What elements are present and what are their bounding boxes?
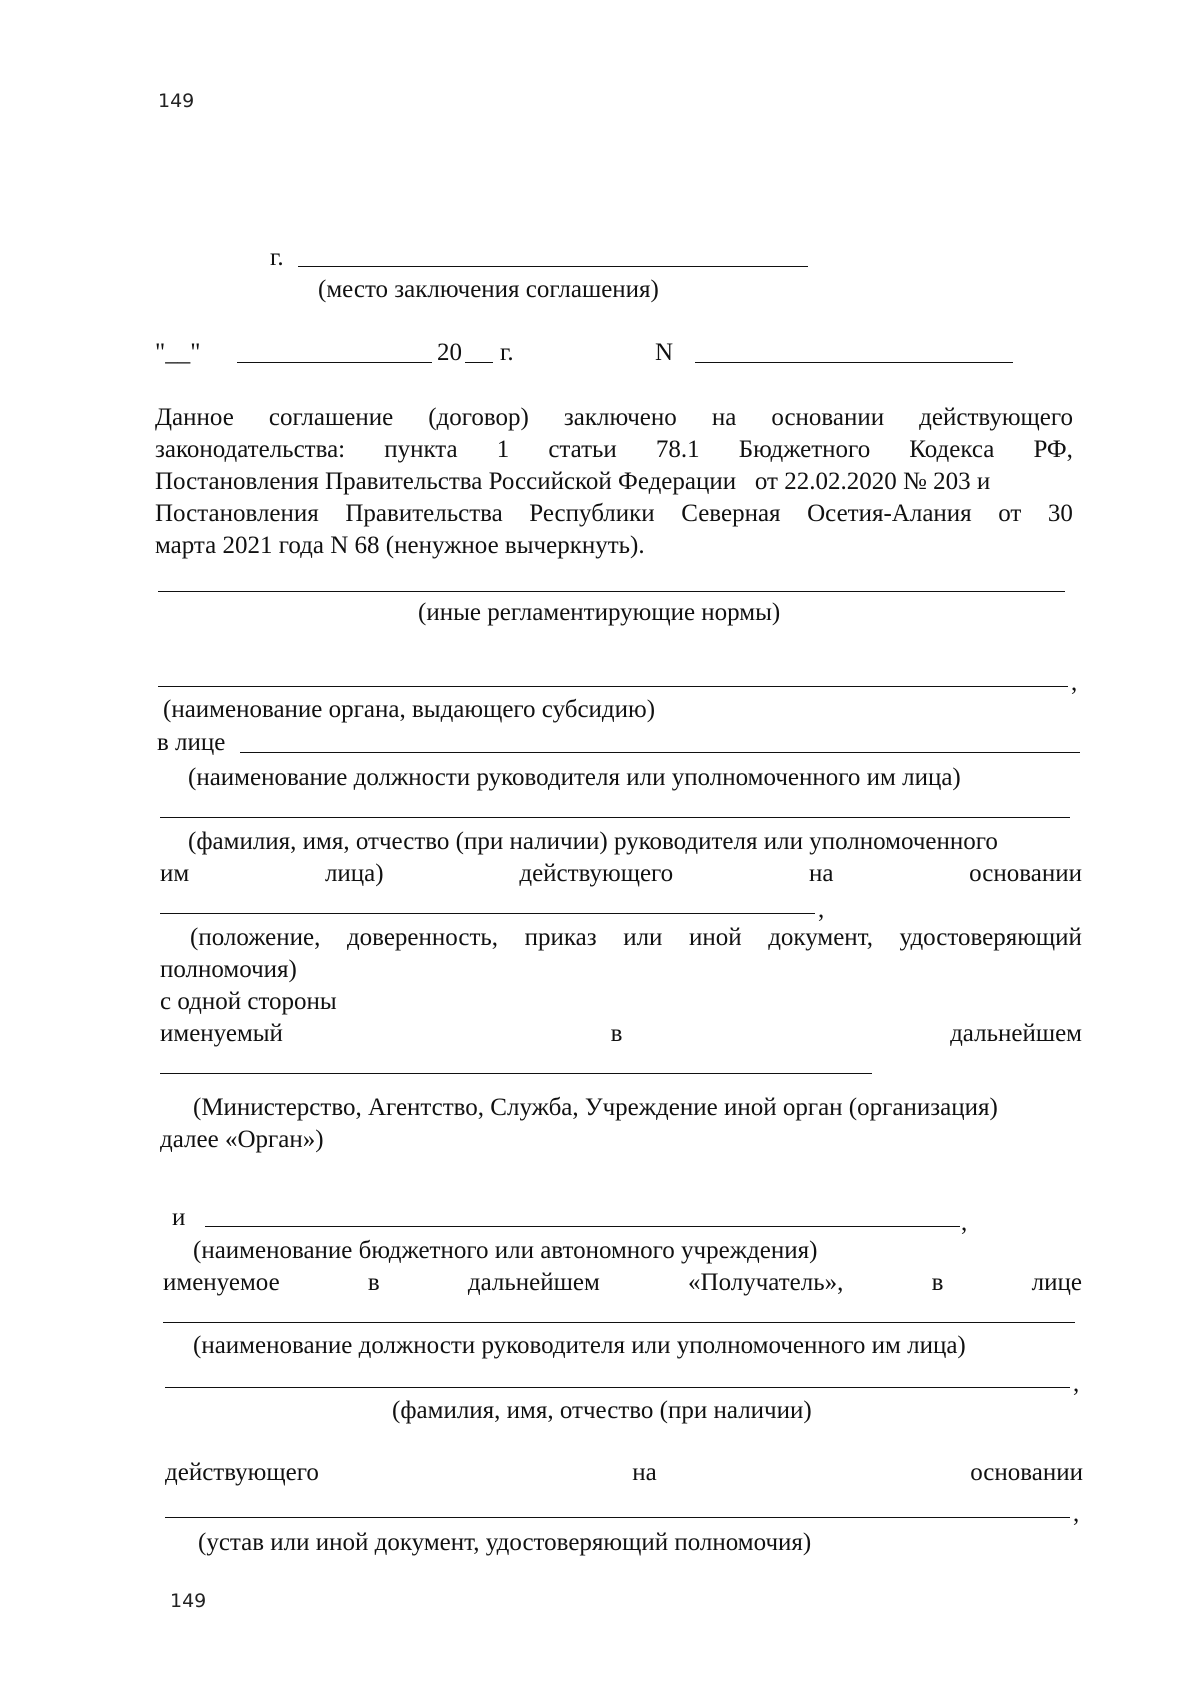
basis-line-5: марта 2021 года N 68 (ненужное вычеркнуть). [155, 532, 645, 559]
organ-name-comma: , [1071, 669, 1078, 696]
place-prefix: г. [270, 244, 284, 271]
organ-position-caption: (наименование должности руководителя или уполномоченного им лица) [188, 764, 961, 791]
recipient-fio-caption: (фамилия, имя, отчество (при наличии) [392, 1397, 812, 1424]
and-label: и [172, 1204, 186, 1231]
basis-line-1: Данное соглашение (договор) заключено на основании действующего [155, 404, 1073, 431]
ministry-caption-1: (Министерство, Агентство, Служба, Учреждение иной орган (организация) [193, 1094, 998, 1121]
date-month-line [237, 362, 432, 363]
organ-basis-document-line [160, 913, 815, 914]
basis-line-4: Постановления Правительства Республики Северная Осетия-Алания от 30 [155, 500, 1073, 527]
recipient-name-comma: , [961, 1209, 968, 1236]
recipient-position-line [163, 1322, 1075, 1323]
recipient-position-caption: (наименование должности руководителя или уполномоченного им лица) [193, 1332, 966, 1359]
organ-doc-caption-2: полномочия) [160, 956, 297, 983]
organ-fio-caption-1: (фамилия, имя, отчество (при наличии) руководителя или уполномоченного [188, 828, 998, 855]
organ-fio-caption-2: им лица) действующего на основании [160, 860, 1082, 887]
recipient-fio-comma: , [1073, 1370, 1080, 1397]
agreement-number-line [695, 362, 1013, 363]
page-number-top: 149 [158, 90, 195, 112]
recipient-name-caption: (наименование бюджетного или автономного учреждения) [193, 1237, 818, 1264]
organ-basis-comma: , [818, 896, 825, 923]
place-caption: (место заключения соглашения) [318, 276, 659, 303]
date-year-suffix: г. [500, 339, 514, 366]
other-norms-line [158, 591, 1065, 592]
one-side-text: с одной стороны [160, 988, 337, 1015]
ministry-caption-2: далее «Орган») [160, 1126, 324, 1153]
organ-doc-caption-1: (положение, доверенность, приказ или иной документ, удостоверяющий [190, 924, 1082, 951]
in-person-label: в лице [157, 729, 226, 756]
date-year-line [465, 362, 493, 363]
recipient-name-line [205, 1226, 960, 1227]
place-blank-line [298, 266, 808, 267]
organ-named-line: именуемый в дальнейшем [160, 1020, 1082, 1047]
other-norms-caption: (иные регламентирующие нормы) [418, 599, 781, 626]
recipient-named-line: именуемое в дальнейшем «Получатель», в лице [163, 1269, 1082, 1296]
recipient-fio-line [165, 1387, 1070, 1388]
basis-line-2: законодательства: пункта 1 статьи 78.1 Бюджетного Кодекса РФ, [155, 436, 1073, 463]
organ-head-position-line [240, 752, 1080, 753]
page-number-bottom: 149 [170, 1590, 207, 1612]
recipient-acting-line: действующего на основании [165, 1459, 1083, 1486]
recipient-charter-caption: (устав или иной документ, удостоверяющий полномочия) [198, 1529, 812, 1556]
organ-name-caption: (наименование органа, выдающего субсидию) [163, 696, 656, 723]
recipient-basis-comma: , [1073, 1500, 1080, 1527]
organ-head-fio-line [160, 817, 1070, 818]
organ-name-line [158, 686, 1068, 687]
recipient-basis-line [165, 1517, 1070, 1518]
basis-line-3: Постановления Правительства Российской Федерации от 22.02.2020 № 203 и [155, 468, 991, 495]
organ-short-name-line [160, 1073, 872, 1074]
date-day-quote: "__" [155, 339, 201, 366]
agreement-number-label: N [655, 339, 674, 366]
date-year-prefix: 20 [437, 339, 462, 366]
